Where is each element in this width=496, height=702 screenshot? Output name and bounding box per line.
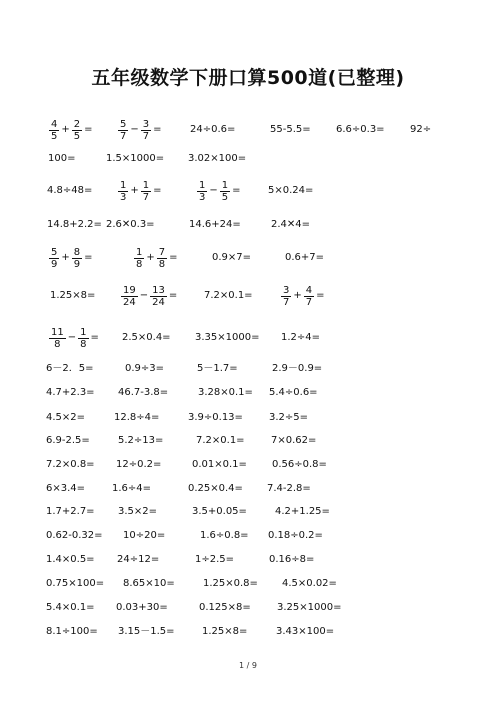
- operator: −: [209, 185, 218, 196]
- fraction-denominator: 3: [199, 191, 206, 203]
- fraction: [118, 119, 128, 142]
- fraction-numerator: 19: [123, 284, 136, 296]
- arithmetic-problem: 4.5×2=: [46, 412, 86, 423]
- fraction-numerator: 13: [152, 284, 165, 296]
- fraction-numerator: 3: [142, 118, 150, 130]
- fraction-denominator: 5: [221, 191, 229, 203]
- fraction-numerator: 5: [120, 118, 127, 130]
- arithmetic-problem: 3.25×1000=: [277, 602, 342, 613]
- fraction-denominator: 7: [142, 130, 150, 142]
- arithmetic-problem: 100=: [48, 153, 76, 164]
- arithmetic-problem: 1.6÷0.8=: [200, 530, 249, 541]
- equals-sign: =: [168, 290, 178, 301]
- arithmetic-problem: 1.2÷4=: [281, 332, 321, 343]
- arithmetic-problem: 6×3.4=: [46, 483, 86, 494]
- arithmetic-problem: 7.2×0.1=: [196, 435, 245, 446]
- arithmetic-problem: 46.7-3.8=: [118, 387, 169, 398]
- fraction-numerator: 1: [136, 246, 143, 258]
- arithmetic-problem: 3.5×2=: [118, 506, 158, 517]
- equals-sign: =: [153, 124, 162, 135]
- arithmetic-problem: 12.8÷4=: [114, 412, 160, 423]
- arithmetic-problem: 3.02×100=: [188, 153, 247, 164]
- arithmetic-problem: 2.9－0.9=: [272, 363, 323, 374]
- fraction-denominator: 3: [120, 191, 127, 203]
- fraction-denominator: 8: [158, 258, 166, 270]
- arithmetic-problem: 2.4✕4=: [271, 219, 311, 230]
- arithmetic-problem: 3.9÷0.13=: [188, 412, 243, 423]
- arithmetic-problem: 7.2×0.8=: [46, 459, 95, 470]
- fraction-numerator: 1: [120, 179, 127, 191]
- operator: −: [139, 290, 149, 301]
- operator: +: [293, 290, 302, 301]
- arithmetic-problem: 1.25×0.8=: [203, 578, 258, 589]
- arithmetic-problem: 5.4×0.1=: [46, 602, 95, 613]
- arithmetic-problem: [48, 119, 94, 142]
- arithmetic-problem: 1.7+2.7=: [46, 506, 95, 517]
- arithmetic-problem: 14.8+2.2=: [47, 219, 102, 230]
- operator: +: [61, 124, 70, 135]
- fraction: [78, 327, 88, 350]
- arithmetic-problem: 0.9×7=: [212, 252, 252, 263]
- fraction-numerator: 1: [199, 179, 206, 191]
- arithmetic-problem: [48, 247, 94, 270]
- fraction: [157, 247, 167, 270]
- page-number: 1 / 9: [239, 661, 257, 670]
- equals-sign: =: [232, 185, 241, 196]
- fraction: [72, 119, 82, 142]
- fraction-denominator: 8: [54, 338, 61, 350]
- arithmetic-problem: [117, 180, 163, 203]
- arithmetic-problem: 4.5×0.02=: [282, 578, 337, 589]
- fraction: [141, 180, 151, 203]
- arithmetic-problem: 0.03+30=: [116, 602, 168, 613]
- equals-sign: =: [84, 124, 93, 135]
- arithmetic-problem: 3.35×1000=: [195, 332, 260, 343]
- arithmetic-problem: 3.5+0.05=: [192, 506, 247, 517]
- fraction: [72, 247, 82, 270]
- arithmetic-problem: 2.6✕0.3=: [106, 219, 155, 230]
- page-title: 五年级数学下册口算500道(已整理): [91, 67, 405, 89]
- arithmetic-problem: 0.9÷3=: [125, 363, 165, 374]
- operator: −: [130, 124, 139, 135]
- fraction-numerator: 1: [80, 326, 87, 338]
- equals-sign: =: [316, 290, 325, 301]
- arithmetic-problem: 4.2+1.25=: [275, 506, 330, 517]
- operator: −: [67, 332, 77, 343]
- fraction-denominator: 9: [51, 258, 58, 270]
- arithmetic-problem: 92÷: [410, 124, 432, 135]
- fraction: [197, 180, 207, 203]
- fraction-denominator: 7: [120, 130, 127, 142]
- operator: +: [130, 185, 139, 196]
- arithmetic-problem: 1.25×8=: [50, 290, 96, 301]
- equals-sign: =: [84, 252, 93, 263]
- fraction-denominator: 9: [73, 258, 81, 270]
- arithmetic-problem: 0.62-0.32=: [46, 530, 103, 541]
- arithmetic-problem: 7.2×0.1=: [204, 290, 253, 301]
- fraction-numerator: 5: [51, 246, 58, 258]
- arithmetic-problem: 3.2÷5=: [269, 412, 309, 423]
- fraction-denominator: 24: [152, 296, 165, 308]
- arithmetic-problem: 12÷0.2=: [116, 459, 162, 470]
- fraction-numerator: 4: [51, 118, 58, 130]
- fraction: [141, 119, 151, 142]
- fraction: [118, 180, 128, 203]
- arithmetic-problem: 3.15－1.5=: [118, 626, 175, 637]
- arithmetic-problem: 5.2÷13=: [118, 435, 164, 446]
- fraction-numerator: 3: [283, 284, 290, 296]
- arithmetic-problem: 1.6÷4=: [112, 483, 152, 494]
- arithmetic-problem: 5－1.7=: [197, 363, 238, 374]
- arithmetic-problem: 2.5×0.4=: [122, 332, 171, 343]
- arithmetic-problem: [117, 119, 163, 142]
- arithmetic-problem: 10÷20=: [123, 530, 166, 541]
- arithmetic-problem: [120, 285, 178, 308]
- fraction: [49, 327, 66, 350]
- arithmetic-problem: 5.4÷0.6=: [269, 387, 318, 398]
- fraction-numerator: 8: [73, 246, 81, 258]
- fraction: [121, 285, 138, 308]
- fraction-denominator: 5: [73, 130, 81, 142]
- equals-sign: =: [90, 332, 99, 343]
- arithmetic-problem: 1.4×0.5=: [46, 554, 95, 565]
- arithmetic-problem: 0.01×0.1=: [192, 459, 247, 470]
- fraction-denominator: 7: [305, 296, 313, 308]
- fraction: [281, 285, 291, 308]
- fraction: [304, 285, 314, 308]
- arithmetic-problem: 1÷2.5=: [195, 554, 235, 565]
- arithmetic-problem: 3.43×100=: [276, 626, 335, 637]
- fraction-denominator: 7: [142, 191, 150, 203]
- fraction: [49, 119, 59, 142]
- arithmetic-problem: 24÷12=: [117, 554, 160, 565]
- arithmetic-problem: 0.75×100=: [46, 578, 105, 589]
- arithmetic-problem: 7×0.62=: [271, 435, 317, 446]
- arithmetic-problem: 0.25×0.4=: [188, 483, 243, 494]
- fraction-numerator: 4: [305, 284, 313, 296]
- fraction-numerator: 2: [73, 118, 81, 130]
- fraction-numerator: 7: [158, 246, 166, 258]
- fraction-numerator: 11: [51, 326, 64, 338]
- fraction-denominator: 24: [123, 296, 136, 308]
- fraction-denominator: 7: [283, 296, 290, 308]
- arithmetic-problem: 14.6+24=: [189, 219, 241, 230]
- arithmetic-problem: 0.56÷0.8=: [272, 459, 327, 470]
- arithmetic-problem: 0.6+7=: [285, 252, 325, 263]
- arithmetic-problem: [133, 247, 179, 270]
- fraction-denominator: 5: [51, 130, 58, 142]
- fraction-denominator: 8: [80, 338, 87, 350]
- arithmetic-problem: [280, 285, 326, 308]
- fraction: [134, 247, 144, 270]
- arithmetic-problem: 1.5×1000=: [106, 153, 165, 164]
- arithmetic-problem: 3.28×0.1=: [198, 387, 253, 398]
- equals-sign: =: [169, 252, 178, 263]
- fraction-numerator: 1: [142, 179, 150, 191]
- arithmetic-problem: 4.7+2.3=: [46, 387, 95, 398]
- arithmetic-problem: 1.25×8=: [202, 626, 248, 637]
- arithmetic-problem: 8.1÷100=: [46, 626, 98, 637]
- equals-sign: =: [153, 185, 162, 196]
- fraction: [49, 247, 59, 270]
- fraction: [220, 180, 230, 203]
- fraction-denominator: 8: [136, 258, 143, 270]
- arithmetic-problem: 6.6÷0.3=: [336, 124, 385, 135]
- fraction: [150, 285, 167, 308]
- arithmetic-problem: 8.65×10=: [123, 578, 175, 589]
- arithmetic-problem: 0.18÷0.2=: [268, 530, 323, 541]
- arithmetic-problem: 6.9-2.5=: [46, 435, 90, 446]
- fraction-numerator: 1: [221, 179, 229, 191]
- arithmetic-problem: 7.4-2.8=: [267, 483, 311, 494]
- arithmetic-problem: 55-5.5=: [270, 124, 311, 135]
- operator: +: [146, 252, 155, 263]
- arithmetic-problem: 0.16÷8=: [269, 554, 315, 565]
- arithmetic-problem: 0.125×8=: [199, 602, 251, 613]
- arithmetic-problem: 24÷0.6=: [190, 124, 236, 135]
- arithmetic-problem: [196, 180, 242, 203]
- arithmetic-problem: 5×0.24=: [268, 185, 314, 196]
- arithmetic-problem: [48, 327, 100, 350]
- arithmetic-problem: 6－2．5=: [46, 363, 94, 374]
- operator: +: [61, 252, 70, 263]
- arithmetic-problem: 4.8÷48=: [47, 185, 93, 196]
